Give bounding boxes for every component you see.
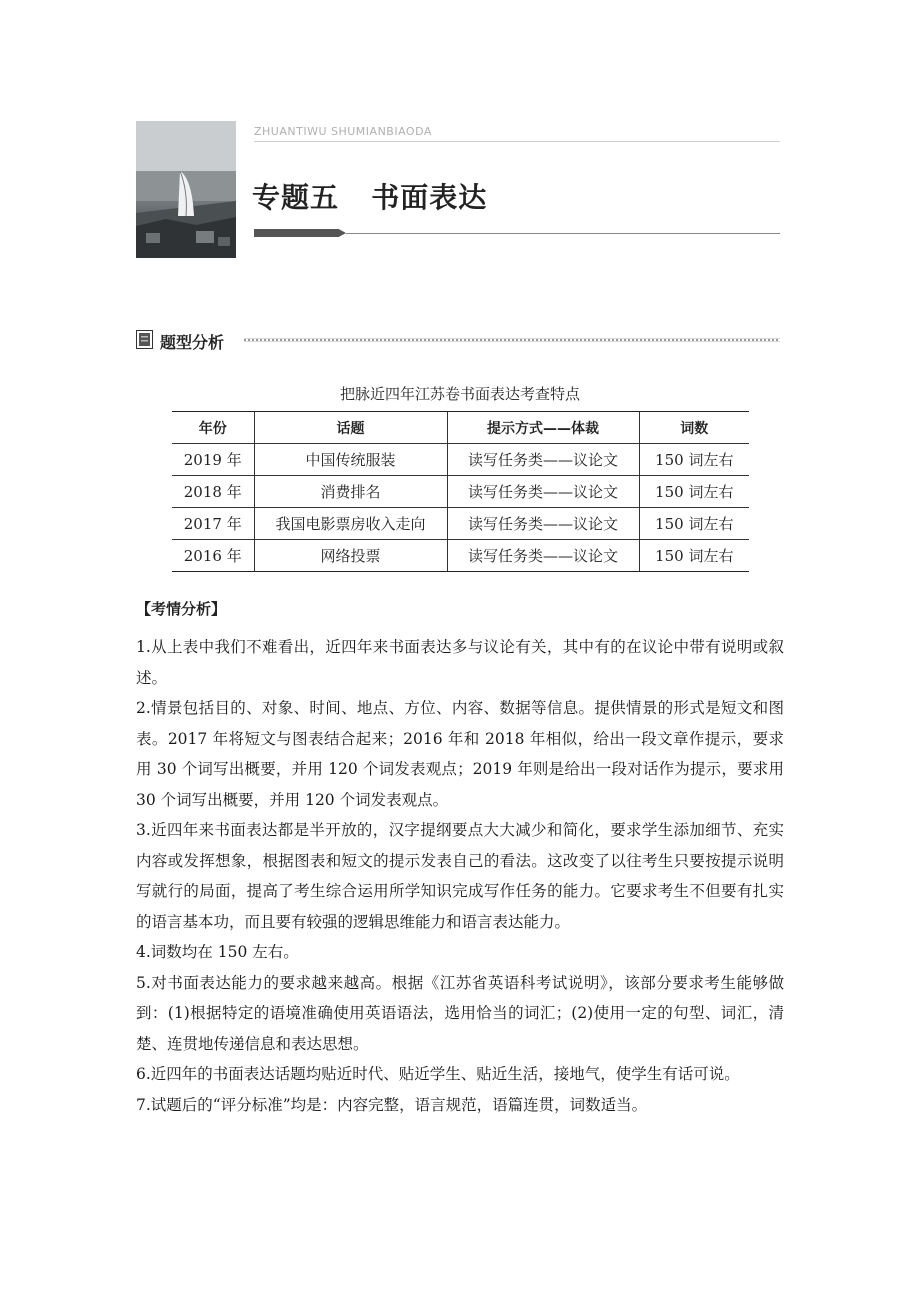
header-pinyin: ZHUANTIWU SHUMIANBIAODA — [254, 125, 432, 138]
table-row — [172, 540, 749, 572]
cell-year: 2018 年 — [172, 476, 254, 508]
title-rule — [346, 233, 780, 234]
analysis-point-6: 6.近四年的书面表达话题均贴近时代、贴近学生、贴近生活，接地气，使学生有话可说。 — [136, 1065, 740, 1083]
analysis-heading: 【考情分析】 — [136, 600, 227, 618]
header-word-count: 词数 — [639, 412, 749, 444]
cell-year: 2016 年 — [172, 540, 254, 572]
analysis-point-2: 2.情景包括目的、对象、时间、地点、方位、内容、数据等信息。提供情景的形式是短文和图表。2017 年将短文与图表结合起来；2016 年和 2018 年相似，给出一段文章作提示，要求用 30 个词写出概要，并用 120 个词发表观点；2019 年则是给出一段对话作为提示，要求用 30 个词写出概要，并用 120 个词发表观点。 — [136, 699, 784, 809]
cell-format: 读写任务类——议论文 — [447, 508, 639, 540]
cell-format: 读写任务类——议论文 — [447, 476, 639, 508]
table-row — [172, 444, 749, 476]
cell-word-count: 150 词左右 — [639, 508, 749, 540]
cell-word-count: 150 词左右 — [639, 476, 749, 508]
table-row — [172, 508, 749, 540]
analysis-point-7: 7.试题后的“评分标准”均是：内容完整，语言规范，语篇连贯，词数适当。 — [136, 1095, 648, 1114]
title-accent-bar — [254, 229, 346, 237]
header-year: 年份 — [172, 412, 254, 444]
section-icon — [136, 330, 153, 349]
cell-word-count: 150 词左右 — [639, 540, 749, 572]
page-title — [252, 176, 487, 216]
cell-year: 2019 年 — [172, 444, 254, 476]
cell-format: 读写任务类——议论文 — [447, 444, 639, 476]
header-format: 提示方式——体裁 — [447, 412, 639, 444]
table-caption: 把脉近四年江苏卷书面表达考查特点 — [339, 385, 580, 403]
analysis-points — [136, 632, 784, 1120]
header-photo — [136, 121, 236, 258]
header-topic: 话题 — [254, 412, 447, 444]
analysis-point-5: 5.对书面表达能力的要求越来越高。根据《江苏省英语科考试说明》，该部分要求考生能够做到：(1)根据特定的语境准确使用英语语法，选用恰当的词汇；(2)使用一定的句型、词汇，清楚、连贯地传递信息和表达思想。 — [136, 973, 784, 1053]
cell-topic: 中国传统服装 — [254, 444, 447, 476]
table-header-row — [172, 412, 749, 444]
cell-word-count: 150 词左右 — [639, 444, 749, 476]
cell-format: 读写任务类——议论文 — [447, 540, 639, 572]
topic-name: 书面表达 — [371, 181, 488, 214]
section-title: 题型分析 — [160, 333, 225, 352]
analysis-point-3: 3.近四年来书面表达都是半开放的，汉字提纲要点大大减少和简化，要求学生添加细节、充实内容或发挥想象，根据图表和短文的提示发表自己的看法。这改变了以往考生只要按提示说明写就行的局面，提高了考生综合运用所学知识完成写作任务的能力。它要求考生不但要有扎实的语言基本功，而且要有较强的逻辑思维能力和语言表达能力。 — [136, 821, 784, 931]
exam-trend-table — [172, 411, 749, 572]
section-rule — [244, 338, 780, 342]
cell-topic: 网络投票 — [254, 540, 447, 572]
cell-year: 2017 年 — [172, 508, 254, 540]
table-row — [172, 476, 749, 508]
analysis-point-1: 1.从上表中我们不难看出，近四年来书面表达多与议论有关，其中有的在议论中带有说明或叙述。 — [136, 638, 784, 687]
cell-topic: 消费排名 — [254, 476, 447, 508]
topic-number: 专题五 — [252, 181, 340, 214]
analysis-point-4: 4.词数均在 150 左右。 — [136, 943, 299, 961]
header-top-rule — [254, 141, 780, 142]
cell-topic: 我国电影票房收入走向 — [254, 508, 447, 540]
